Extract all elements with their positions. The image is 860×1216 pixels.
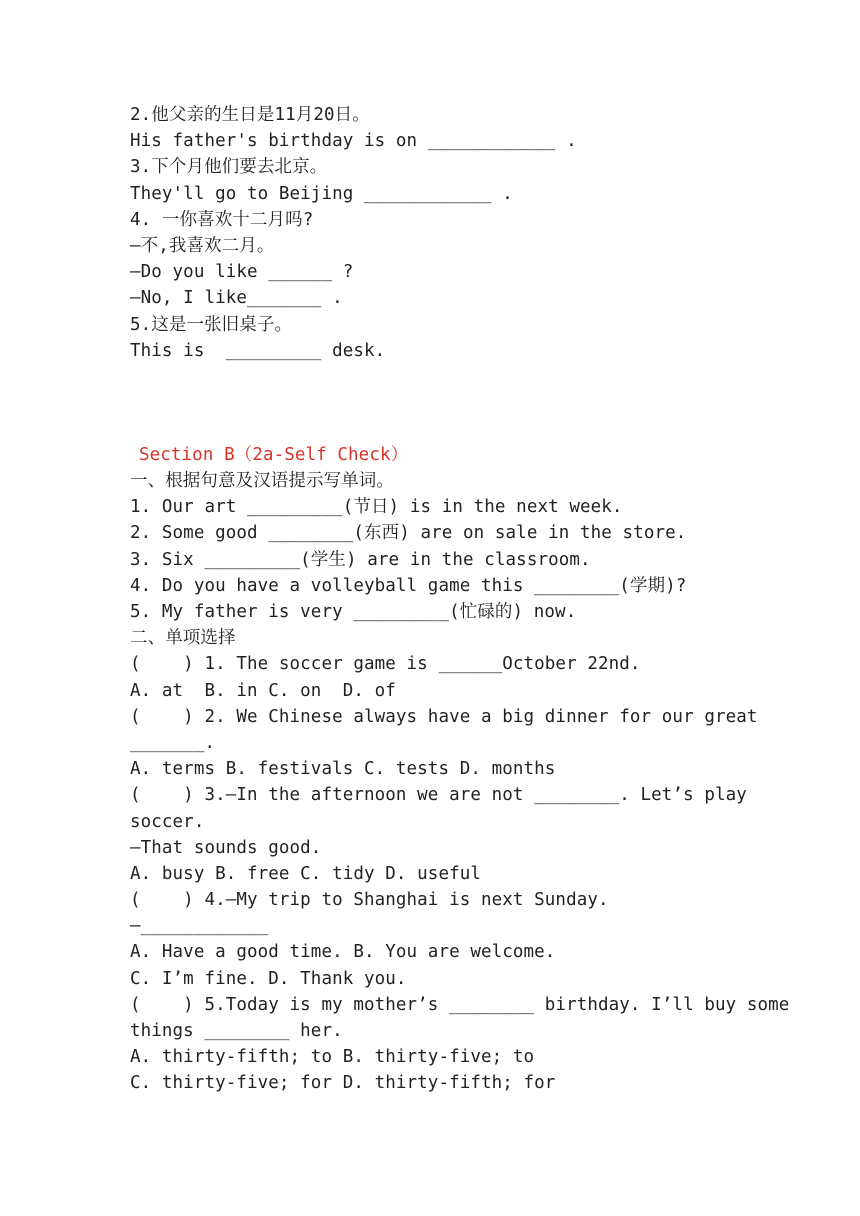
word-item-4: 4. Do you have a volleyball game this ________(学期)?: [130, 575, 687, 596]
q3-chinese: 3.下个月他们要去北京。: [130, 157, 328, 178]
choice-2-question-cont: _______.: [130, 732, 216, 753]
choice-4-reply-blank: —____________: [130, 916, 269, 937]
q4-english-question: —Do you like ______ ?: [130, 262, 354, 283]
q4-english-answer: —No, I like_______ .: [130, 288, 343, 309]
choice-4-options-cd: C. I’m fine. D. Thank you.: [130, 968, 407, 989]
choice-5-question-cont: things ________ her.: [130, 1021, 343, 1041]
q4-chinese-answer: —不,我喜欢二月。: [130, 235, 275, 256]
choice-5-question: ( ) 5.Today is my mother’s ________ birthday. I’ll buy some: [130, 994, 790, 1015]
choice-1-options: A. at B. in C. on D. of: [130, 680, 396, 701]
choice-3-question-cont: soccer.: [130, 811, 205, 832]
word-item-3: 3. Six _________(学生) are in the classroom.: [130, 549, 591, 570]
choice-2-options: A. terms B. festivals C. tests D. months: [130, 759, 556, 780]
section-spacer: [130, 364, 740, 442]
worksheet-page: [130, 102, 790, 1097]
q5-english: This is _________ desk.: [130, 340, 386, 361]
choice-4-options-ab: A. Have a good time. B. You are welcome.: [130, 942, 556, 963]
part-two-heading: 二、单项选择: [130, 628, 236, 649]
q2-chinese: 2.他父亲的生日是11月20日。: [130, 105, 370, 125]
choice-5-options-cd: C. thirty-five; for D. thirty-fifth; for: [130, 1073, 556, 1094]
word-item-5: 5. My father is very _________(忙碌的) now.: [130, 602, 577, 622]
section-title: Section B（2a-Self Check）: [139, 444, 409, 465]
q2-english: His father's birthday is on ____________ .: [130, 131, 577, 152]
part-one-heading: 一、根据句意及汉语提示写单词。: [130, 471, 394, 492]
q3-english: They'll go to Beijing ____________ .: [130, 183, 513, 204]
choice-2-question: ( ) 2. We Chinese always have a big dinner for our great: [130, 706, 758, 727]
word-item-1: 1. Our art _________(节日) is in the next week.: [130, 497, 623, 518]
choice-3-options: A. busy B. free C. tidy D. useful: [130, 863, 481, 884]
choice-5-options-ab: A. thirty-fifth; to B. thirty-five; to: [130, 1047, 535, 1068]
choice-4-question: ( ) 4.—My trip to Shanghai is next Sunday.: [130, 890, 609, 911]
word-item-2: 2. Some good ________(东西) are on sale in the store.: [130, 523, 687, 544]
choice-1-question: ( ) 1. The soccer game is ______October 22nd.: [130, 654, 641, 675]
q5-chinese: 5.这是一张旧桌子。: [130, 314, 293, 335]
choice-3-reply: —That sounds good.: [130, 837, 322, 858]
choice-3-question: ( ) 3.—In the afternoon we are not ________. Let’s play: [130, 785, 747, 806]
q4-chinese-question: 4. 一你喜欢十二月吗?: [130, 209, 314, 230]
